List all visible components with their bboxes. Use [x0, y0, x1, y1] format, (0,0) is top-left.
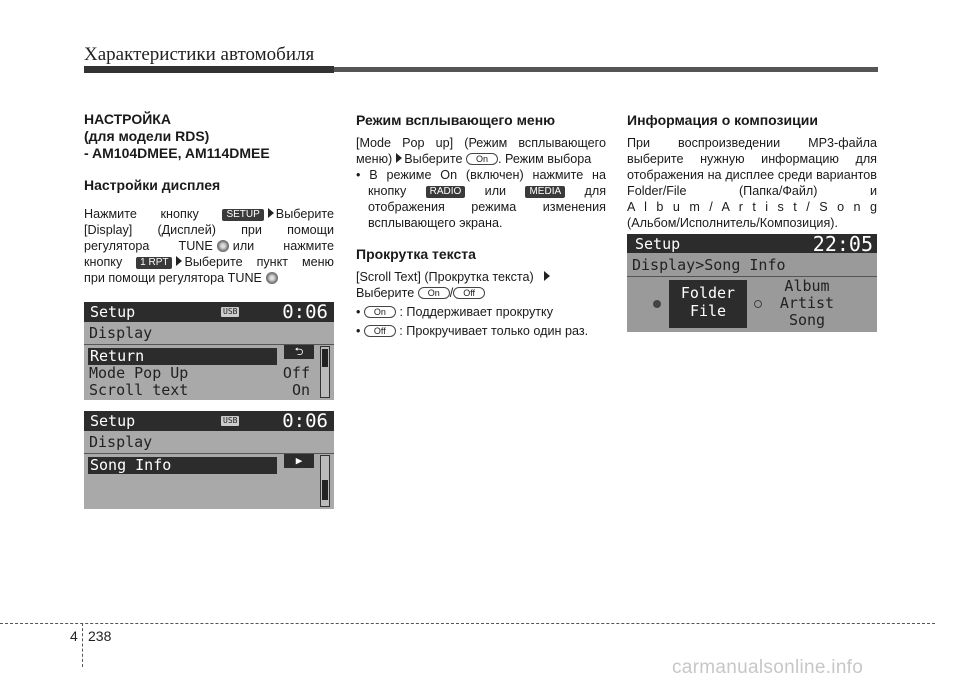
arrow-right-icon: [268, 208, 274, 218]
menu-item-return[interactable]: Return: [88, 348, 277, 365]
arrow-right-icon: [544, 271, 550, 281]
scrollbar[interactable]: [320, 455, 330, 507]
text-span: : Поддерживает прокрутку: [399, 305, 553, 319]
arrow-right-icon: [176, 256, 182, 266]
scroll-line-1: [356, 269, 606, 285]
column-song-info: [627, 111, 877, 231]
screen-title: Setup: [635, 235, 681, 253]
scroll-bullet-off: [356, 323, 606, 339]
screen-titlebar: [84, 411, 334, 431]
usb-badge: USB: [223, 416, 238, 425]
option-line: Album: [784, 277, 830, 295]
screen-submenu: Display>Song Info: [627, 253, 877, 277]
scroll-line-2: [356, 285, 606, 301]
option-line: Folder: [680, 284, 736, 302]
text-span: /: [449, 286, 454, 300]
song-info-options: A l b u m / A r t i s t / S o n g: [627, 200, 877, 214]
column-display-settings: [84, 111, 334, 286]
scroll-bullet-on: [356, 304, 606, 320]
page-header-title: Характеристики автомобиля: [84, 44, 315, 65]
usb-badge: USB: [223, 307, 238, 316]
scroll-text-title: Прокрутка текста: [356, 246, 476, 262]
section-title-line-1: НАСТРОЙКА: [84, 111, 171, 127]
screen-display-menu: [84, 302, 334, 400]
radio-selected-icon: [653, 300, 661, 308]
text-span: Выберите: [356, 286, 415, 300]
display-settings-subtitle: Настройки дисплея: [84, 177, 221, 193]
screen-title: Setup: [90, 303, 136, 321]
screen-clock: 0:06: [282, 411, 328, 432]
bullet-mark: •: [356, 324, 361, 338]
text-span: для: [584, 184, 607, 198]
screen-song-info-menu: [84, 411, 334, 509]
media-button-badge: MEDIA: [525, 186, 565, 198]
pop-up-bullet-line-1: • В режиме On (включен) нажмите на: [356, 168, 606, 182]
text-span: меню): [356, 152, 393, 166]
footer-rule: [0, 623, 935, 624]
option-folder-file[interactable]: [669, 280, 747, 328]
option-album-artist-song[interactable]: [777, 278, 837, 329]
screen-submenu: Display: [84, 431, 334, 454]
rpt-button-badge: 1 RPT: [136, 257, 172, 269]
section-title-line-2: (для модели RDS): [84, 128, 210, 144]
pop-up-bullet-line-2: [356, 183, 606, 199]
display-para-line-4: [84, 254, 334, 270]
text-span: : Прокручивает только один раз.: [399, 324, 589, 338]
off-button-pill: Off: [453, 287, 485, 299]
scrollbar[interactable]: [320, 346, 330, 398]
tune-knob-icon: [266, 272, 278, 284]
menu-item-label: Mode Pop Up: [89, 364, 189, 382]
menu-item-scroll-text[interactable]: [84, 382, 334, 399]
tune-knob-icon: [217, 240, 229, 252]
text-span: или: [484, 184, 507, 198]
song-info-options-ru: (Альбом/Исполнитель/Композиция).: [627, 216, 838, 230]
option-line: Song: [788, 311, 826, 329]
scrollbar-thumb[interactable]: [322, 349, 328, 367]
screen-clock: 22:05: [812, 234, 873, 256]
footer-divider: [82, 623, 83, 667]
watermark: carmanualsonline.info: [672, 657, 864, 678]
menu-item-mode-pop-up[interactable]: [84, 365, 334, 382]
text-span: кнопку: [84, 255, 123, 269]
display-para-line-5: [84, 270, 334, 286]
text-span: [Scroll Text] (Прокрутка текста): [356, 270, 534, 284]
screen-titlebar: [84, 302, 334, 322]
radio-unselected-icon: [754, 300, 762, 308]
display-para-line-2: [Display] (Дисплей) при помощи: [84, 223, 334, 237]
text-span: при помощи регулятора TUNE: [84, 271, 262, 285]
screen-title: Setup: [90, 412, 136, 430]
screen-submenu: Display: [84, 322, 334, 345]
chevron-right-icon[interactable]: ▶: [284, 454, 314, 468]
chapter-number: 4: [70, 628, 78, 644]
display-para-line-1: [84, 206, 334, 222]
option-line: File: [689, 302, 727, 320]
section-title-line-3: - AM104DMEE, AM114DMEE: [84, 145, 270, 161]
on-button-pill: On: [466, 153, 498, 165]
text-span: Нажмите кнопку: [84, 207, 199, 221]
off-button-pill: Off: [364, 325, 396, 337]
on-button-pill: On: [364, 306, 396, 318]
pop-up-line-2: [356, 151, 606, 167]
bullet-mark: •: [356, 305, 361, 319]
text-span: Выберите: [404, 152, 463, 166]
display-para-line-3: [84, 238, 334, 254]
text-span: . Режим выбора: [497, 152, 592, 166]
on-button-pill: On: [418, 287, 450, 299]
pop-up-mode-title: Режим всплывающего меню: [356, 112, 556, 128]
pop-up-bullet-line-4: всплывающего экрана.: [368, 216, 503, 230]
pop-up-bullet-line-3: отображения режима изменения: [368, 200, 606, 214]
menu-item-song-info[interactable]: Song Info: [88, 457, 277, 474]
screen-clock: 0:06: [282, 302, 328, 323]
option-line: Artist: [779, 294, 835, 312]
page-number: 238: [88, 628, 112, 644]
song-info-title: Информация о композиции: [627, 112, 818, 128]
scrollbar-thumb[interactable]: [322, 480, 328, 500]
pop-up-line-1: [Mode Pop up] (Режим всплывающего: [356, 136, 606, 150]
menu-item-label: Scroll text: [89, 381, 189, 399]
setup-button-badge: SETUP: [222, 209, 263, 221]
text-span: Выберите пункт меню: [184, 255, 335, 269]
column-pop-up-and-scroll: [356, 111, 606, 339]
text-span: или нажмите: [232, 239, 334, 253]
screen-song-info-options: [627, 234, 877, 332]
header-rule-accent: [84, 66, 334, 73]
return-icon[interactable]: ⮌: [284, 345, 314, 359]
menu-item-value: Off: [282, 364, 310, 382]
radio-button-badge: RADIO: [426, 186, 466, 198]
menu-item-value: On: [291, 381, 310, 399]
screen-titlebar: [627, 234, 877, 256]
song-info-para: При воспроизведении MP3-файла выберите нужную информацию для отображения на дисплее среди вариантов Folder/File (Папка/Файл) и: [627, 136, 877, 198]
text-span: регулятора TUNE: [84, 239, 213, 253]
arrow-right-icon: [396, 153, 402, 163]
text-span: кнопку: [368, 184, 407, 198]
text-span: Выберите: [275, 207, 334, 221]
